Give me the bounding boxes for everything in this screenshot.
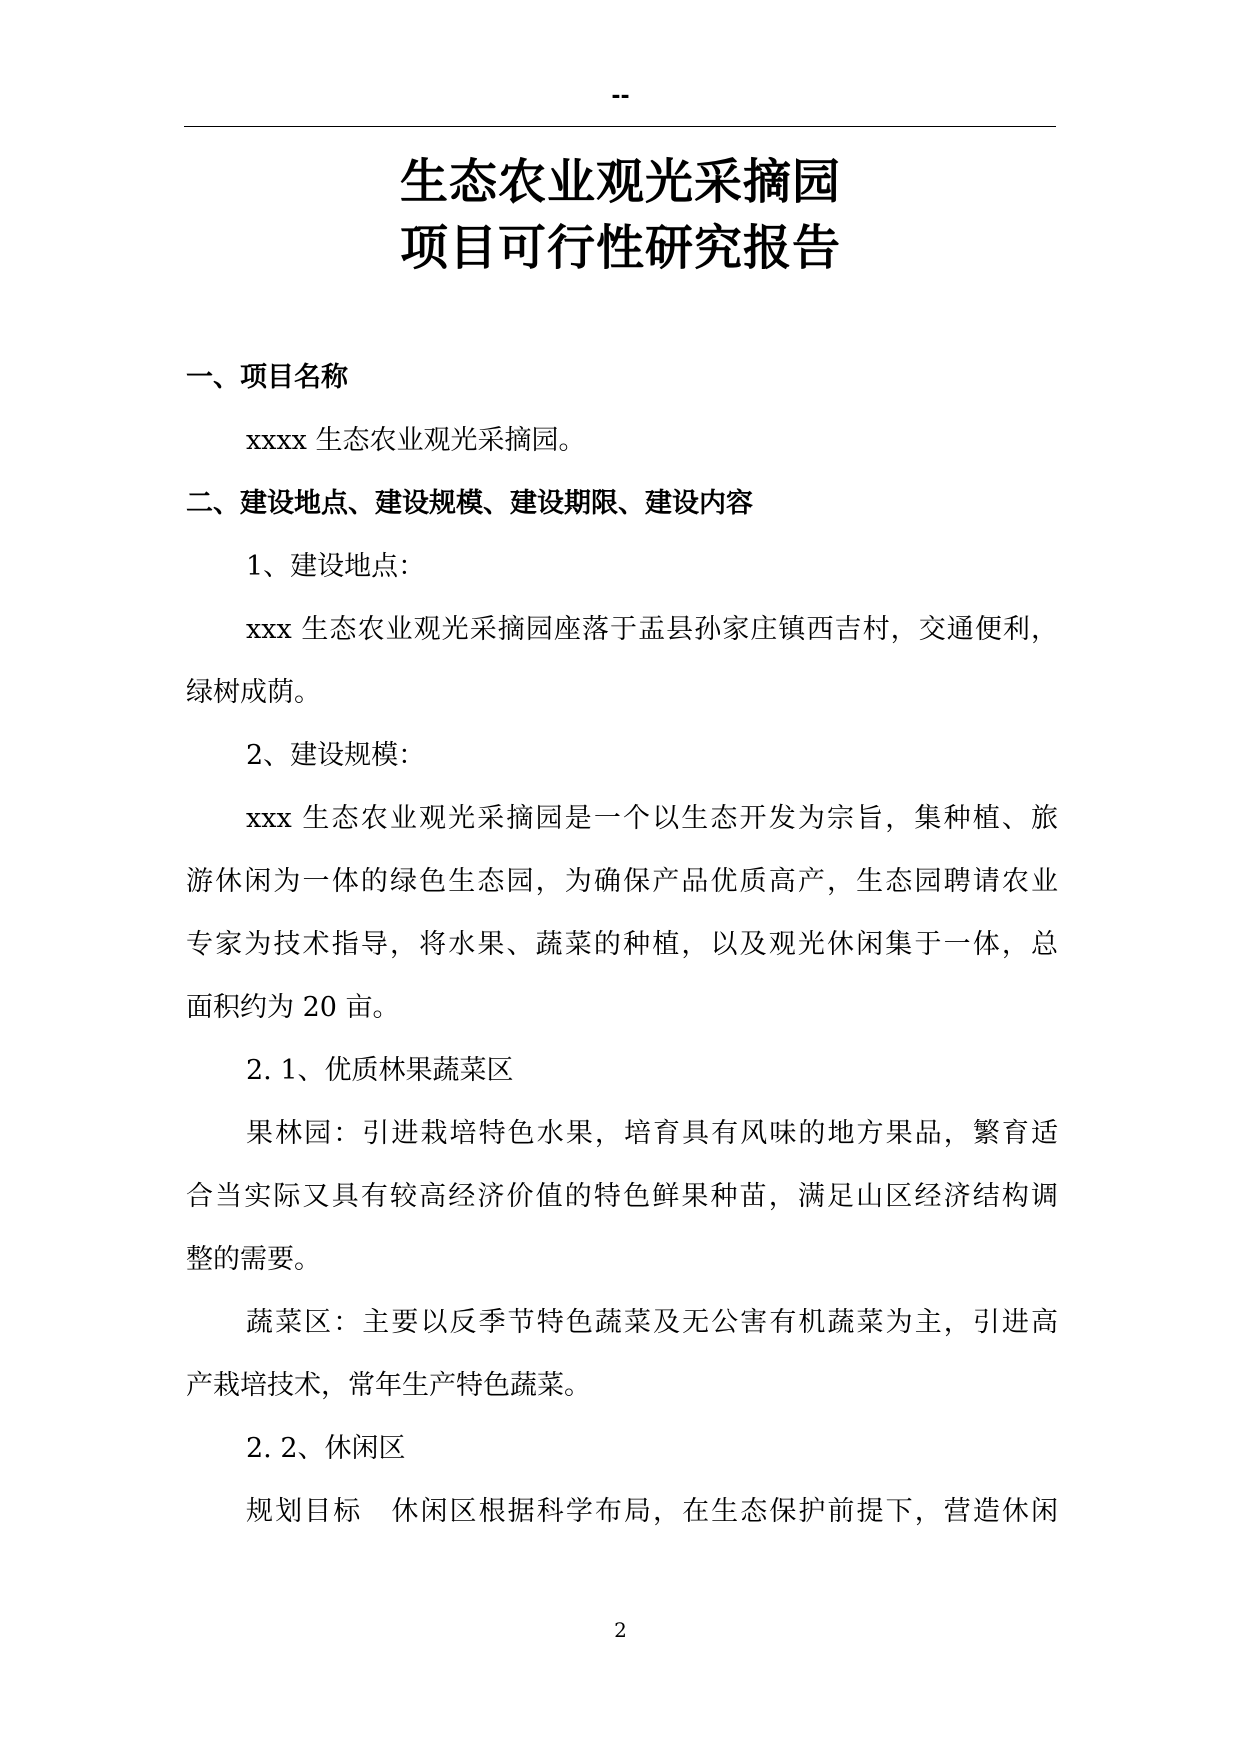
page-number: 2 <box>614 1618 627 1642</box>
subsection-heading-leisure: 2. 2、休闲区 <box>246 1433 406 1464</box>
paragraph-orchard-line-2: 合当实际又具有较高经济价值的特色鲜果种苗，满足山区经济结构调 <box>186 1181 1058 1212</box>
paragraph-orchard-line-1: 果林园：引进栽培特色水果，培育具有风味的地方果品，繁育适 <box>246 1118 1058 1149</box>
paragraph-scale-line-1: xxx 生态农业观光采摘园是一个以生态开发为宗旨，集种植、旅 <box>246 803 1058 834</box>
header-mark: -- <box>611 84 630 109</box>
paragraph-scale-line-4: 面积约为 20 亩。 <box>186 992 400 1023</box>
document-title-line-2: 项目可行性研究报告 <box>399 220 841 276</box>
paragraph-vegetable-line-2: 产栽培技术，常年生产特色蔬菜。 <box>186 1370 591 1401</box>
paragraph-scale-line-3: 专家为技术指导，将水果、蔬菜的种植，以及观光休闲集于一体，总 <box>186 929 1058 960</box>
paragraph-leisure-line-1: 规划目标 休闲区根据科学布局，在生态保护前提下，营造休闲 <box>246 1496 1058 1527</box>
section-heading-project-name: 一、项目名称 <box>186 362 348 393</box>
section-heading-construction: 二、建设地点、建设规模、建设期限、建设内容 <box>186 488 753 519</box>
header-rule <box>184 126 1056 127</box>
paragraph-orchard-line-3: 整的需要。 <box>186 1244 321 1275</box>
paragraph-location-line-1: xxx 生态农业观光采摘园座落于盂县孙家庄镇西吉村，交通便利， <box>246 614 1058 645</box>
subsection-heading-location: 1、建设地点： <box>246 551 426 582</box>
paragraph-vegetable-line-1: 蔬菜区：主要以反季节特色蔬菜及无公害有机蔬菜为主，引进高 <box>246 1307 1058 1338</box>
paragraph-location-line-2: 绿树成荫。 <box>186 677 321 708</box>
subsection-heading-fruit-vegetable: 2. 1、优质林果蔬菜区 <box>246 1055 514 1086</box>
paragraph-scale-line-2: 游休闲为一体的绿色生态园，为确保产品优质高产，生态园聘请农业 <box>186 866 1058 897</box>
subsection-heading-scale: 2、建设规模： <box>246 740 426 771</box>
paragraph-project-name: xxxx 生态农业观光采摘园。 <box>246 425 586 456</box>
document-title-line-1: 生态农业观光采摘园 <box>399 154 841 210</box>
